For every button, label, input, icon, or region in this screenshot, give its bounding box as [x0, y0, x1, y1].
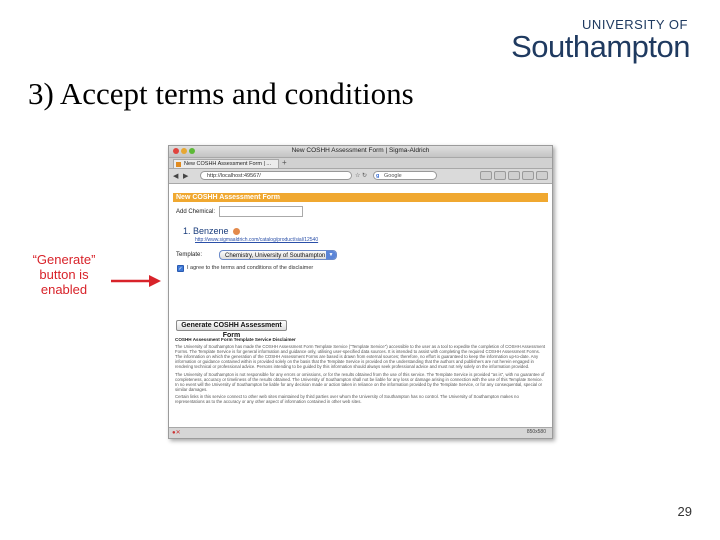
agree-checkbox[interactable]: ✓: [178, 266, 183, 272]
agree-row: [173, 264, 548, 274]
disclaimer: [175, 337, 546, 406]
chevron-down-icon: ▼: [326, 251, 336, 259]
template-label: Template:: [176, 252, 203, 258]
status-bar: [169, 427, 552, 438]
chemical-link[interactable]: http://www.sigmaaldrich.com/catalog/product/sial/12540: [195, 237, 319, 243]
logo-university-of: UNIVERSITY OF: [582, 17, 688, 32]
reload-icon[interactable]: ☆ ↻: [355, 173, 368, 179]
disclaimer-paragraph: The University of Southampton has made the COSHH Assessment Form Template Service ("Template Service") accessible to the user as a tool to expedite the completion of COSHH Assessment Forms. The Template Service is for general information and guidance only, utilising user-specified data sources. It is intended to assist with completing the required COSHH Assessment Forms. The information on which the generation of the COSHH Assessment Forms are based is drawn from external sources; therefore, no effort is guaranteed to keep the information up-to-date. Any information or guidance contained within is provided solely on the basis that the Template Service is provided on the understanding that the authors and publishers are not herein engaged in rendering technical or professional advice. Persons intending to be guided by this information should always seek professional advice and must not rely solely on the information provided.: [175, 344, 546, 370]
add-chemical-row: [173, 206, 548, 218]
disclaimer-paragraph: The University of Southampton is not responsible for any errors or omissions, or for the results obtained from the use of this service. The Template Service is provided "as is", with no guarantee of completeness, accuracy or timeliness of the results obtained. The University of Southampton shall not be liable for any loss or damage arising in connection with the use of this Template Service. In no event will the University of Southampton be liable for any decision made or action taken in reliance on the information provided by the Template Service, or for any consequential, special or similar damages.: [175, 371, 545, 392]
bookmarks-button[interactable]: [494, 171, 506, 180]
tab-label: New COSHH Assessment Form | ...: [184, 161, 272, 167]
generate-button[interactable]: Generate COSHH Assessment Form: [176, 320, 287, 331]
chemical-link-row: [195, 237, 548, 243]
search-input[interactable]: [373, 171, 437, 180]
logo-southampton: Southampton: [511, 29, 690, 64]
favicon-icon: [176, 162, 181, 167]
google-search-icon: g: [376, 173, 380, 179]
slide-title: 3) Accept terms and conditions: [28, 76, 414, 111]
addon-status-icon[interactable]: ●✕: [172, 430, 181, 436]
form-header: New COSHH Assessment Form: [173, 193, 548, 202]
chemical-item: [183, 226, 548, 237]
template-row: [173, 249, 548, 261]
downloads-button[interactable]: [508, 171, 520, 180]
addon-button[interactable]: [522, 171, 534, 180]
menu-button[interactable]: [536, 171, 548, 180]
remove-chemical-icon[interactable]: [233, 228, 240, 235]
new-tab-button[interactable]: +: [282, 158, 287, 167]
url-input[interactable]: http://localhost:49567/: [200, 171, 352, 180]
tab-bar: [169, 158, 552, 169]
template-select[interactable]: [219, 250, 337, 260]
window-title: New COSHH Assessment Form | Sigma-Aldrich: [291, 147, 430, 154]
template-value: Chemistry, University of Southampton: [225, 253, 326, 259]
title-bar: [169, 146, 552, 158]
home-button[interactable]: [480, 171, 492, 180]
add-chemical-input[interactable]: [219, 206, 303, 217]
agree-label: I agree to the terms and conditions of the disclaimer: [187, 265, 314, 271]
forward-icon[interactable]: ▶: [183, 173, 189, 180]
chemical-name: 1. Benzene: [183, 226, 229, 236]
browser-window: [168, 145, 553, 439]
disclaimer-heading: COSHH Assessment Form Template Service Disclaimer: [175, 337, 296, 342]
navigation-bar: [169, 169, 552, 184]
page-number: 29: [677, 504, 692, 519]
university-logo: [511, 18, 690, 63]
window-size-readout: 850x580: [526, 429, 546, 435]
back-icon[interactable]: ◀: [173, 173, 179, 180]
disclaimer-paragraph: Certain links in this service connect to other web sites maintained by third parties over whom the University of Southampton has no control. The University of Southampton makes no representations as to the accuracy or any other aspect of information contained in other web sites.: [175, 393, 519, 405]
callout-arrow-icon: [111, 274, 161, 288]
add-chemical-label: Add Chemical:: [176, 209, 216, 215]
toolbar-buttons: [480, 171, 548, 180]
search-placeholder: Google: [384, 173, 402, 179]
tab-coshh-form[interactable]: [173, 159, 279, 168]
page-content: [169, 184, 552, 428]
callout-text: “Generate” button is enabled: [32, 252, 96, 297]
